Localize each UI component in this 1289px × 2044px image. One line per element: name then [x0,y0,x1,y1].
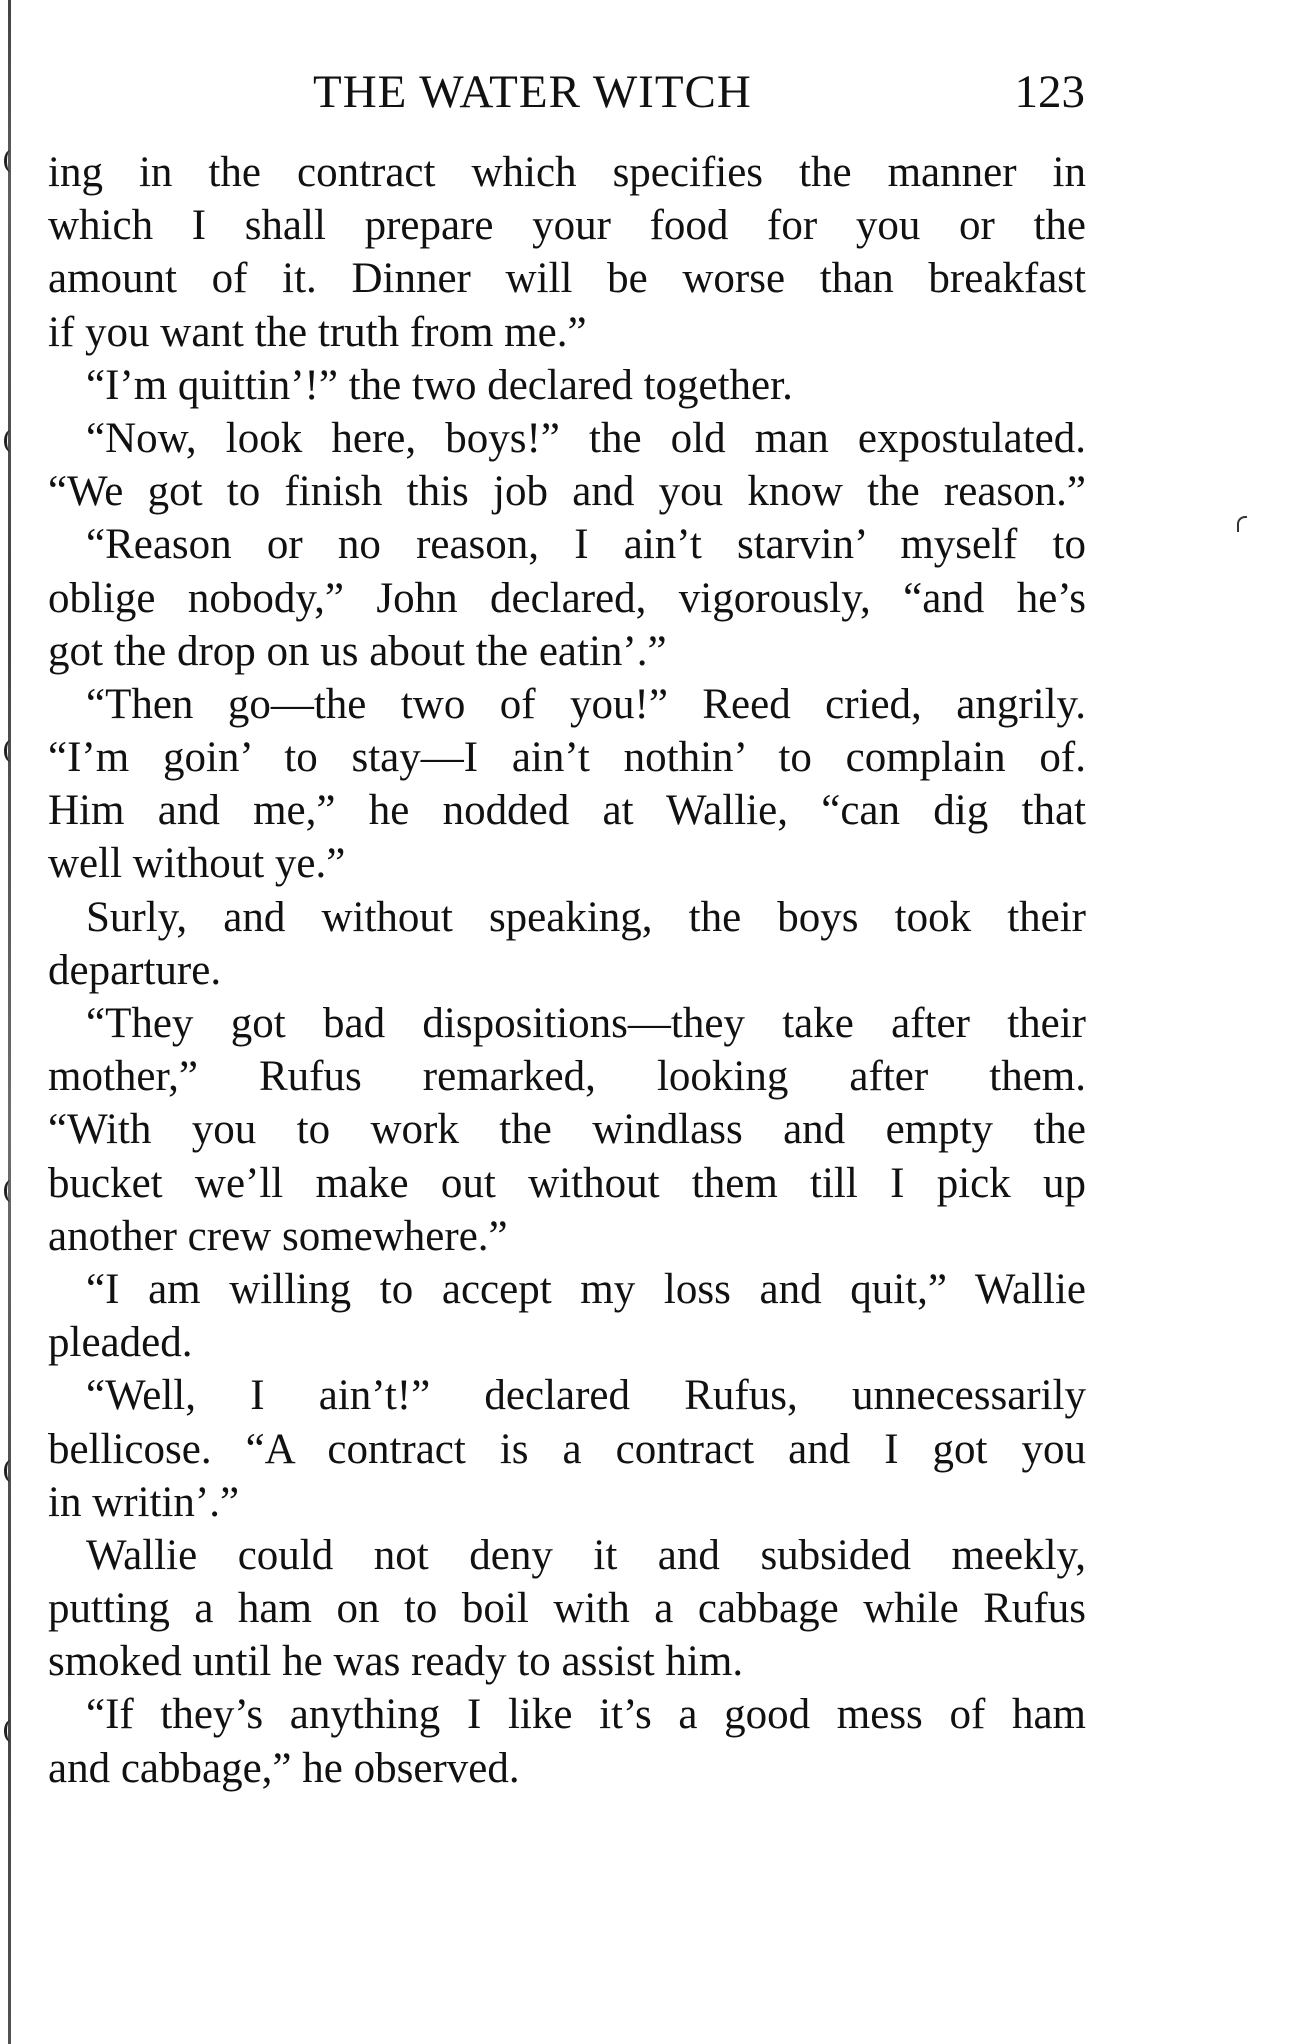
text-line: Wallie could not deny it and subsided meekly, [86,1531,1086,1579]
text-line: “Now, look here, boys!” the old man expostulated. [86,414,1086,462]
running-title: THE WATER WITCH [313,66,752,118]
text-line: “Well, I ain’t!” declared Rufus, unnecessarily [86,1372,1086,1420]
text-line: “If they’s anything I like it’s a good mess of ham [86,1691,1086,1739]
text-line: “They got bad dispositions—they take after their [86,1000,1086,1047]
text-line: in writin’.” [48,1478,240,1526]
text-line: pleaded. [48,1319,193,1367]
text-line: “We got to finish this job and you know the reason.” [48,468,1086,516]
text-line: another crew somewhere.” [48,1212,508,1260]
running-head [50,62,1085,122]
text-line: mother,” Rufus remarked, looking after them. [48,1053,1086,1101]
text-line: well without ye.” [48,840,346,888]
stray-mark [1237,516,1247,532]
page-number: 123 [1014,66,1085,118]
text-line: “With you to work the windlass and empty the [48,1106,1086,1154]
text-line: got the drop on us about the eatin’.” [48,627,667,675]
text-line: smoked until he was ready to assist him. [48,1638,744,1686]
binding-mark [4,430,17,452]
text-line: “Reason or no reason, I ain’t starvin’ myself to [86,521,1086,569]
text-line: ing in the contract which specifies the manner in [48,149,1086,196]
text-line: “I am willing to accept my loss and quit,” Wallie [86,1265,1086,1313]
binding-mark [4,150,17,172]
text-line: Surly, and without speaking, the boys took their [86,893,1086,941]
binding-mark [4,740,17,762]
text-line: oblige nobody,” John declared, vigorously, “and he’s [48,574,1086,622]
binding-mark [4,1460,17,1482]
text-line: bucket we’ll make out without them till I pick up [48,1159,1086,1207]
text-line: and cabbage,” he observed. [48,1744,520,1792]
binding-mark [4,1180,17,1202]
text-line: Him and me,” he nodded at Wallie, “can dig that [48,787,1086,835]
text-line: amount of it. Dinner will be worse than breakfast [48,255,1086,303]
text-line: “I’m goin’ to stay—I ain’t nothin’ to complain of. [48,734,1086,782]
text-line: “Then go—the two of you!” Reed cried, angrily. [86,680,1086,728]
body-text [48,146,1086,1795]
text-line: if you want the truth from me.” [48,308,587,356]
text-line: “I’m quittin’!” the two declared together. [86,361,793,409]
binding-mark [4,1720,17,1742]
text-line: which I shall prepare your food for you or the [48,202,1086,250]
text-line: putting a ham on to boil with a cabbage while Rufus [48,1585,1086,1633]
text-line: departure. [48,946,222,994]
text-line: bellicose. “A contract is a contract and I got you [48,1425,1086,1473]
